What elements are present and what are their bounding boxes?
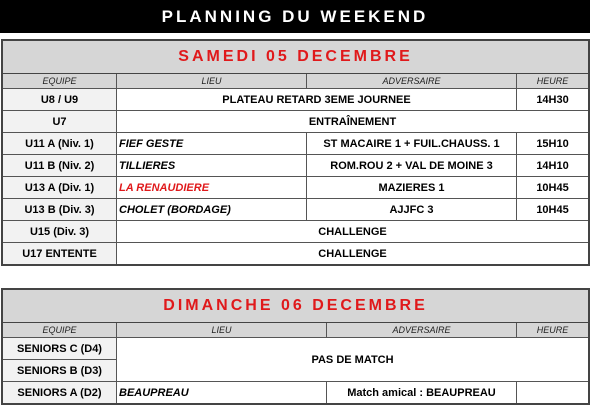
table-row [3,133,589,155]
table-row [3,199,589,221]
col-header-equipe: EQUIPE [3,323,117,338]
col-header-heure: HEURE [517,74,589,89]
col-header-equipe: EQUIPE [3,74,117,89]
equipe-cell: SENIORS B (D3) [3,360,117,382]
lieu-cell: TILLIERES [117,155,307,177]
col-header-adversaire: ADVERSAIRE [307,74,517,89]
adversaire-cell: MAZIERES 1 [307,177,517,199]
table-row [3,338,589,360]
col-header-heure: HEURE [517,323,589,338]
equipe-cell: SENIORS A (D2) [3,382,117,404]
table-row [3,243,589,265]
equipe-cell: U17 ENTENTE [3,243,117,265]
table-row [3,155,589,177]
col-header-adversaire: ADVERSAIRE [327,323,517,338]
col-header-lieu: LIEU [117,74,307,89]
lieu-cell: BEAUPREAU [117,382,327,404]
equipe-cell: U8 / U9 [3,89,117,111]
heure-cell [517,382,589,404]
merged-cell: PAS DE MATCH [117,338,589,382]
heure-cell: 14H30 [517,89,589,111]
merged-cell: ENTRAÎNEMENT [117,111,589,133]
equipe-cell: U11 B (Niv. 2) [3,155,117,177]
table-row [3,382,589,404]
column-header-row [3,74,589,89]
equipe-cell: U13 A (Div. 1) [3,177,117,199]
equipe-cell: U11 A (Niv. 1) [3,133,117,155]
sunday-table [2,289,589,404]
equipe-cell: U13 B (Div. 3) [3,199,117,221]
equipe-cell: SENIORS C (D4) [3,338,117,360]
table-row [3,89,589,111]
adversaire-cell: Match amical : BEAUPREAU [327,382,517,404]
adversaire-cell: ROM.ROU 2 + VAL DE MOINE 3 [307,155,517,177]
lieu-cell: CHOLET (BORDAGE) [117,199,307,221]
lieu-cell: FIEF GESTE [117,133,307,155]
heure-cell: 10H45 [517,199,589,221]
saturday-day-title: SAMEDI 05 DECEMBRE [3,41,589,74]
heure-cell: 10H45 [517,177,589,199]
col-header-lieu: LIEU [117,323,327,338]
merged-cell: CHALLENGE [117,243,589,265]
page-title: PLANNING DU WEEKEND [0,0,590,33]
merged-cell: PLATEAU RETARD 3EME JOURNEE [117,89,517,111]
column-header-row [3,323,589,338]
table-row [3,111,589,133]
equipe-cell: U15 (Div. 3) [3,221,117,243]
lieu-cell: LA RENAUDIERE [117,177,307,199]
adversaire-cell: ST MACAIRE 1 + FUIL.CHAUSS. 1 [307,133,517,155]
heure-cell: 15H10 [517,133,589,155]
equipe-cell: U7 [3,111,117,133]
merged-cell: CHALLENGE [117,221,589,243]
adversaire-cell: AJJFC 3 [307,199,517,221]
saturday-table [2,40,589,265]
table-row [3,177,589,199]
heure-cell: 14H10 [517,155,589,177]
sunday-day-title: DIMANCHE 06 DECEMBRE [3,290,589,323]
table-row [3,221,589,243]
